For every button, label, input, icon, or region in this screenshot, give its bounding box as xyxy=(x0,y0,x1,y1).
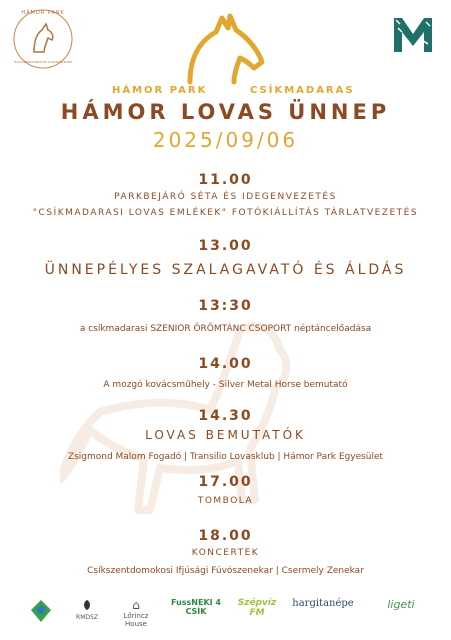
venue-right: CSÍKMADARAS xyxy=(250,85,355,96)
sponsor-fussneki: FussNEKI 4 CSÍK xyxy=(171,598,221,616)
program-line-5a: LOVAS BEMUTATÓK xyxy=(145,428,306,442)
program-time-1: 11.00 xyxy=(198,172,253,188)
program-line-7b: Csíkszentdomokosi Ifjúsági Fúvószenekar | Csermely Zenekar xyxy=(87,566,364,576)
program-line-3a: a csíkmadarasi SZENIOR ÖRÖMTÁNC CSOPORT néptáncelőadása xyxy=(79,324,372,334)
program-line-1b: "CSÍKMADARASI LOVAS EMLÉKEK" FOTÓKIÁLLÍTÁS TÁRLATVEZETÉS xyxy=(32,208,419,218)
sponsor-hargitanepe: hargitanépe xyxy=(292,598,354,609)
event-date: 2025/09/06 xyxy=(152,128,299,152)
program-line-7a: KONCERTEK xyxy=(191,548,260,558)
page-title: HÁMOR LOVAS ÜNNEP xyxy=(60,100,391,124)
program-line-4a: A mozgó kovácsműhely - Silver Metal Horse bemutató xyxy=(103,380,348,390)
sponsor-szepviz-fm: Szépvíz FM xyxy=(237,598,277,618)
tulip-icon xyxy=(78,598,96,612)
program-line-5b: Zsigmond Malom Fogadó | Transilio Lovasklub | Hámor Park Egyesület xyxy=(67,452,384,462)
leaf-icon xyxy=(29,598,53,624)
hamor-park-logo xyxy=(12,8,74,70)
m-logo xyxy=(392,14,434,54)
sponsor-ligeti: ligeti xyxy=(387,598,415,611)
horse-head-logo xyxy=(178,10,273,88)
program-time-3: 13:30 xyxy=(198,298,253,314)
logo-text-bottom: HAGYOMÁNYŐRZŐ ÉS LOVASKÖZPONT xyxy=(14,60,72,64)
horse-head-logo xyxy=(178,10,273,88)
program-time-6: 17.00 xyxy=(198,474,253,490)
program-line-1a: PARKBEJÁRÓ SÉTA ÉS IDEGENVEZETÉS xyxy=(114,192,337,202)
program-time-2: 13.00 xyxy=(198,238,253,254)
logo-text-top: HÁMOR PARK xyxy=(21,10,65,16)
m-logo-icon xyxy=(392,14,434,54)
sponsor-rmdsz: RMDSZ xyxy=(72,598,102,621)
sponsor-logo-leaf xyxy=(26,598,56,626)
sponsor-lorincz-house: ⌂ Lőrincz House xyxy=(123,598,149,628)
program-line-6a: TOMBOLA xyxy=(197,496,254,506)
program-line-2a: ÜNNEPÉLYES SZALAGAVATÓ ÉS ÁLDÁS xyxy=(44,262,407,278)
program-time-5: 14.30 xyxy=(198,408,253,424)
program-time-4: 14.00 xyxy=(198,356,253,372)
program-time-7: 18.00 xyxy=(198,528,253,544)
venue-left: HÁMOR PARK xyxy=(112,85,208,96)
